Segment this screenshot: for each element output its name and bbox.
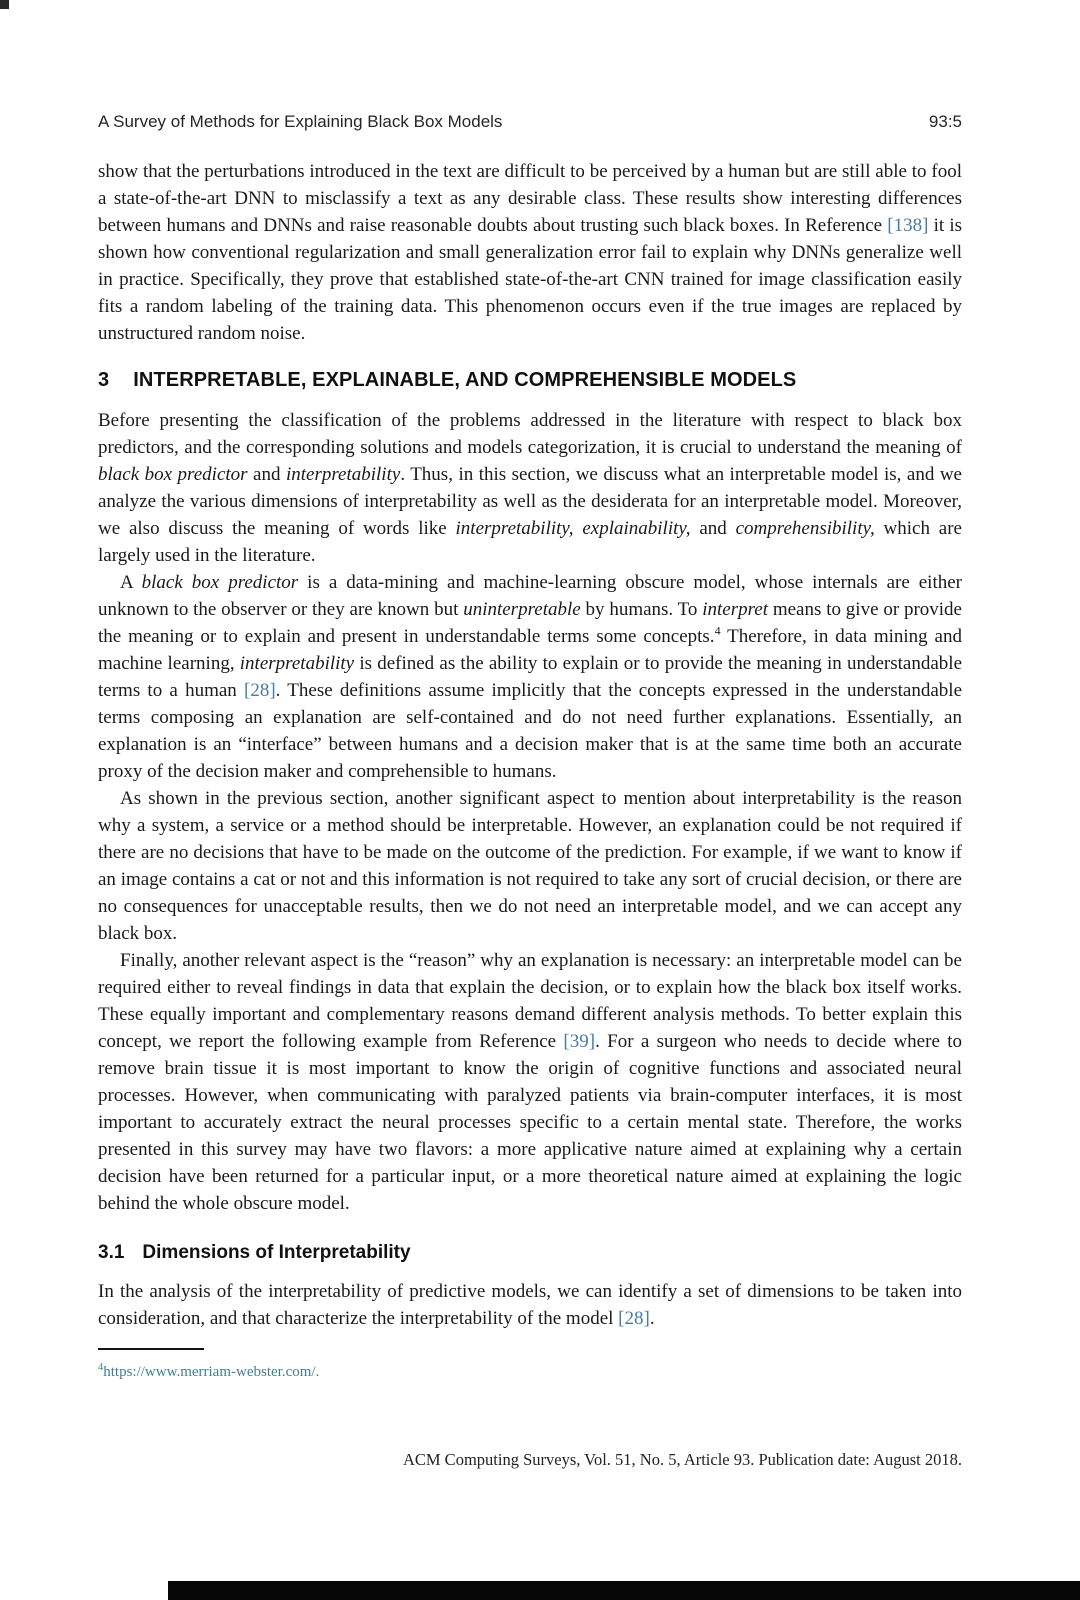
page-number: 93:5 [928, 112, 962, 131]
paragraph-text: is a data-mining and machine-learning obscure model, whose internals are either unknown to the observer or they are known but [98, 572, 962, 620]
footnote-marker: 4 [98, 1362, 104, 1373]
italic-term: interpretability [285, 464, 401, 485]
paragraph [98, 407, 962, 569]
paragraph-text: As shown in the previous section, another significant aspect to mention about interpretability is the reason why a system, a service or a method should be interpretable. However, an explanation could be not required if there are no decisions that have to be made on the outcome of the prediction. For example, if we want to know if an image contains a cat or not and this information is not required to take any sort of crucial decision, or there are no consequences for unacceptable results, then we do not need an interpretable model, and we can accept any black box. [98, 788, 962, 944]
paragraph-text: A [120, 572, 142, 593]
scan-artifact-bar [168, 1581, 1080, 1600]
paragraph-text: means to give or provide the meaning or to explain and present in understandable terms some concepts. [98, 599, 962, 647]
running-title: A Survey of Methods for Explaining Black Box Models [98, 112, 503, 131]
italic-term: uninterpretable [463, 599, 581, 620]
citation-link-39[interactable]: [39] [563, 1031, 596, 1052]
italic-term: black box predictor [141, 572, 299, 593]
italic-term: interpret [702, 599, 769, 620]
citation-link-28[interactable]: [28] [244, 680, 276, 701]
section-3-1-heading [98, 1239, 962, 1266]
citation-link-28[interactable]: [28] [618, 1308, 650, 1329]
paragraph-text: by humans. To [580, 599, 703, 620]
footnote-marker-inline: 4 [714, 623, 721, 638]
section-number: 3 [98, 369, 110, 391]
citation-link-138[interactable]: [138] [887, 215, 929, 236]
italic-term: comprehensibility, [735, 518, 875, 539]
italic-term: interpretability, explainability, [455, 518, 691, 539]
paragraph-text: Therefore, in data mining and machine learning, [98, 626, 962, 674]
subsection-title: Dimensions of Interpretability [142, 1242, 411, 1263]
paragraph-text: . Thus, in this section, we discuss what an interpretable model is, and we analyze the various dimensions of interpretability as well as the desiderata for an interpretable model. Moreover, we also discuss the meaning of words like [98, 464, 962, 539]
paragraph [98, 785, 962, 947]
running-head [98, 112, 962, 132]
footnote [98, 1358, 962, 1382]
paragraph-text: and [690, 518, 736, 539]
subsection-number: 3.1 [98, 1242, 125, 1263]
footnote-url-link[interactable]: https://www.merriam-webster.com/. [103, 1364, 320, 1380]
paragraph [98, 1278, 962, 1332]
italic-term: black box predictor [98, 464, 248, 485]
journal-footer-text: ACM Computing Surveys, Vol. 51, No. 5, Article 93. Publication date: August 2018. [402, 1450, 962, 1469]
paragraph-text: which are largely used in the literature. [98, 518, 962, 566]
paragraph-text: it is shown how conventional regularization and small generalization error fail to explain why DNNs generalize well in practice. Specifically, they prove that established state-of-the-art CNN trained for image classification easily fits a random labeling of the training data. This phenomenon occurs even if the true images are replaced by unstructured random noise. [98, 215, 962, 344]
journal-footer [403, 1450, 962, 1470]
paragraph-intro [98, 158, 962, 347]
italic-term: interpretability [239, 653, 355, 674]
section-title: INTERPRETABLE, EXPLAINABLE, AND COMPREHENSIBLE MODELS [133, 369, 797, 391]
paragraph [98, 947, 962, 1217]
paragraph-text: Finally, another relevant aspect is the “reason” why an explanation is necessary: an interpretable model can be required either to reveal findings in data that explain the decision, or to explain how the black box itself works. These equally important and complementary reasons demand different analysis methods. To better explain this concept, we report the following example from Reference [98, 950, 962, 1052]
paragraph-text: is defined as the ability to explain or to provide the meaning in understandable terms to a human [98, 653, 963, 701]
paragraph-text: . These definitions assume implicitly that the concepts expressed in the understandable terms composing an explanation are self-contained and do not need further explanations. Essentially, an explanation is an “interface” between humans and a decision maker that is at the same time both an accurate proxy of the decision maker and comprehensible to humans. [98, 680, 963, 782]
page-body [98, 158, 962, 1382]
paragraph-text: Before presenting the classification of the problems addressed in the literature with respect to black box predictors, and the corresponding solutions and models categorization, it is crucial to understand the meaning of [98, 410, 962, 458]
footnote-rule [98, 1348, 204, 1350]
paragraph-text: . For a surgeon who needs to decide where to remove brain tissue it is most important to know the origin of cognitive functions and associated neural processes. However, when communicating with paralyzed patients via brain-computer interfaces, it is most important to accurately extract the neural processes specific to a certain mental state. Therefore, the works presented in this survey may have two flavors: a more applicative nature aimed at explaining why a certain decision have been returned for a particular input, or a more theoretical nature aimed at explaining the logic behind the whole obscure model. [98, 1031, 962, 1214]
paragraph [98, 569, 962, 785]
paragraph-text: In the analysis of the interpretability of predictive models, we can identify a set of dimensions to be taken into consideration, and that characterize the interpretability of the model [98, 1281, 962, 1329]
paragraph-text: and [247, 464, 286, 485]
paragraph-text: show that the perturbations introduced in the text are difficult to be perceived by a human but are still able to fool a state-of-the-art DNN to misclassify a text as any desirable class. These results show interesting differences between humans and DNNs and raise reasonable doubts about trusting such black boxes. In Reference [98, 161, 962, 236]
paragraph-text: . [649, 1308, 655, 1329]
scan-corner-artifact [0, 0, 9, 9]
section-3-heading [98, 367, 962, 394]
